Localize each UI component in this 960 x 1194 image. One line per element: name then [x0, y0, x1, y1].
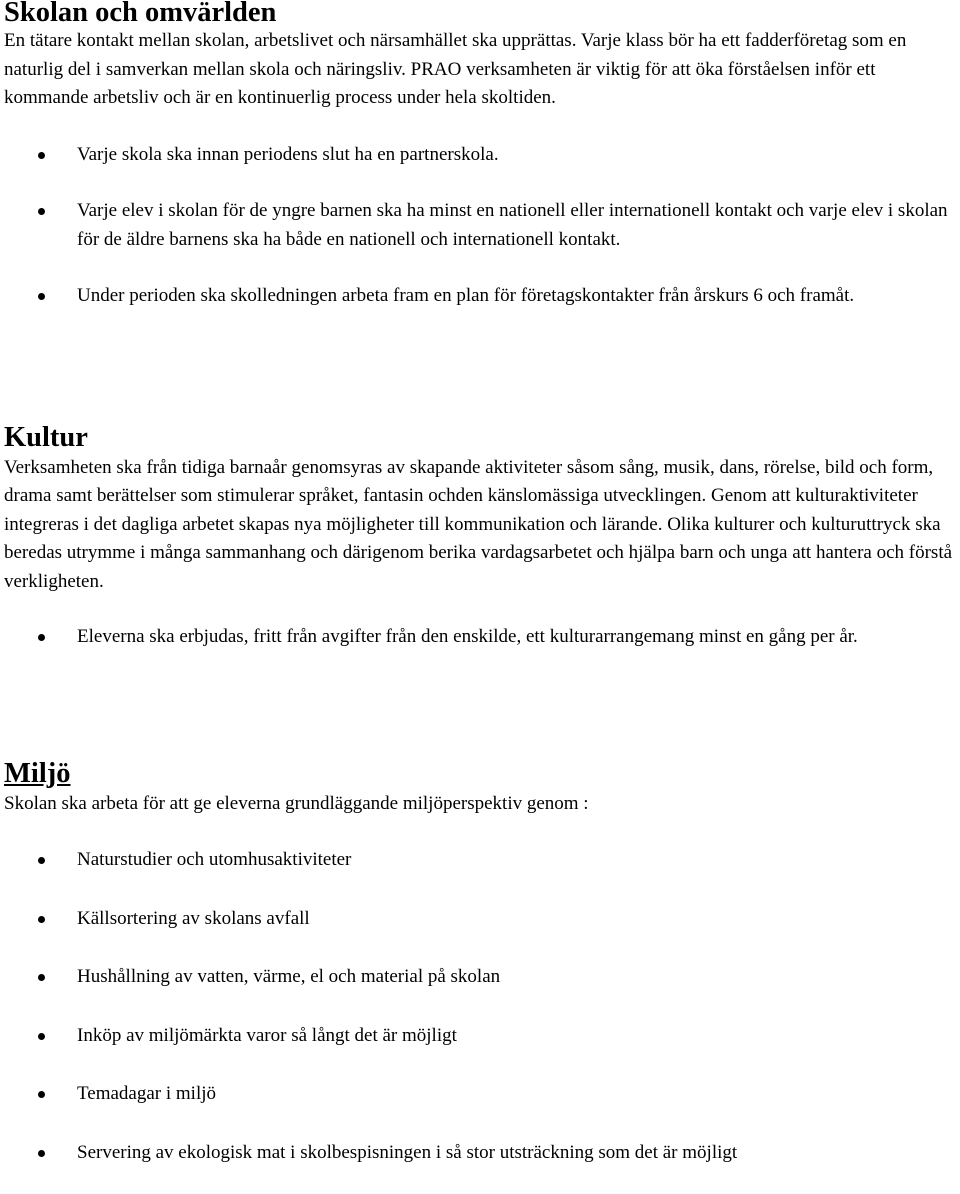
section-title: Miljö — [4, 758, 71, 789]
section-intro: En tätare kontakt mellan skolan, arbetslivet och närsamhället ska upprättas. Varje klass bör ha ett fadderföretag som en naturlig del i samverkan mellan skola och näringsliv. PRAO verksamheten är viktig för att öka förståelsen inför ett kommande arbetsliv och är en kontinuerlig process under hela skoltiden. — [4, 30, 907, 108]
list-item: Servering av ekologisk mat i skolbespisningen i så stor utsträckning som det är möjligt — [4, 1139, 956, 1168]
list-item: Varje skola ska innan periodens slut ha en partnerskola. — [4, 141, 956, 170]
bullet-list — [4, 623, 956, 652]
section-kultur — [4, 424, 956, 652]
section-miljo — [4, 760, 956, 1167]
list-item: Inköp av miljömärkta varor så långt det är möjligt — [4, 1022, 956, 1051]
section-intro: Verksamheten ska från tidiga barnaår genomsyras av skapande aktiviteter såsom sång, musik, dans, rörelse, bild och form, drama samt berättelser som stimulerar språket, fantasin ochden känslomässiga utvecklingen. Genom att kulturaktiviteter integreras i det dagliga arbetet skapas nya möjligheter till kommunikation och lärande. Olika kulturer och kulturuttryck ska beredas utrymme i många sammanhang och därigenom berika vardagsarbetet och hjälpa barn och unga att hantera och förstå verkligheten. — [4, 456, 953, 592]
list-item: Naturstudier och utomhusaktiviteter — [4, 846, 956, 875]
section-title: Skolan och omvärlden — [4, 0, 277, 28]
list-item: Under perioden ska skolledningen arbeta fram en plan för företagskontakter från årskurs 6 och framåt. — [4, 282, 956, 311]
list-item: Källsortering av skolans avfall — [4, 905, 956, 934]
list-item: Eleverna ska erbjudas, fritt från avgifter från den enskilde, ett kulturarrangemang minst en gång per år. — [4, 623, 956, 652]
bullet-list — [4, 141, 956, 311]
list-item: Temadagar i miljö — [4, 1080, 956, 1109]
bullet-list — [4, 846, 956, 1167]
section-title: Kultur — [4, 422, 88, 453]
list-item: Varje elev i skolan för de yngre barnen ska ha minst en nationell eller internationell kontakt och varje elev i skolan för de äldre barnens ska ha både en nationell och internationell kontakt. — [4, 197, 956, 254]
section-skolan-och-omvarlden — [4, 0, 956, 311]
list-item: Hushållning av vatten, värme, el och material på skolan — [4, 963, 956, 992]
section-intro: Skolan ska arbeta för att ge eleverna grundläggande miljöperspektiv genom : — [4, 792, 589, 814]
